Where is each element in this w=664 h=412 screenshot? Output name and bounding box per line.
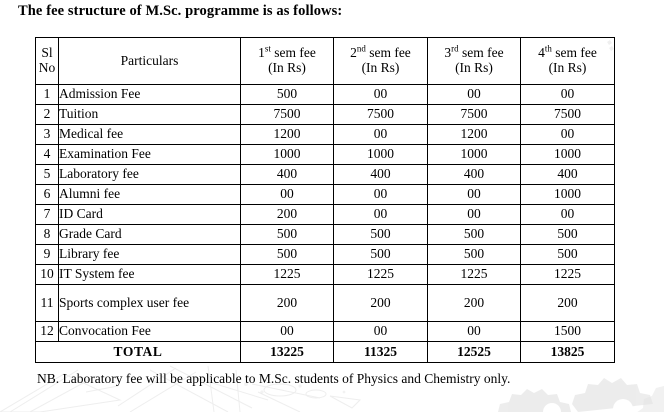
total-sem2-cell: 11325 xyxy=(334,342,428,363)
row-sem3-amount: 200 xyxy=(428,285,521,322)
row-serial-number: 6 xyxy=(36,185,59,205)
ordinal-suffix: rd xyxy=(451,43,459,54)
row-particulars: Examination Fee xyxy=(59,145,241,165)
table-body xyxy=(36,85,615,342)
row-sem1-amount: 1200 xyxy=(241,125,334,145)
row-sem3-amount: 00 xyxy=(428,322,521,342)
row-sem1-amount: 500 xyxy=(241,245,334,265)
column-header-sem2-unit: (In Rs) xyxy=(361,60,400,75)
row-sem3-amount: 00 xyxy=(428,185,521,205)
row-sem4-amount: 1000 xyxy=(521,185,615,205)
row-sem1-amount: 500 xyxy=(241,85,334,105)
row-sem1-amount: 1225 xyxy=(241,265,334,285)
row-particulars: Medical fee xyxy=(59,125,241,145)
row-sem1-amount: 500 xyxy=(241,225,334,245)
row-serial-number: 4 xyxy=(36,145,59,165)
row-serial-number: 9 xyxy=(36,245,59,265)
row-particulars: Laboratory fee xyxy=(59,165,241,185)
column-header-sem1 xyxy=(241,38,334,85)
column-header-sl-no-line1: Sl xyxy=(41,45,53,61)
row-sem4-amount: 200 xyxy=(521,285,615,322)
table-row xyxy=(36,322,615,342)
row-particulars: Grade Card xyxy=(59,225,241,245)
table-header-row xyxy=(36,38,615,85)
row-sem4-amount: 1500 xyxy=(521,322,615,342)
row-serial-number: 2 xyxy=(36,105,59,125)
row-sem4-amount: 7500 xyxy=(521,105,615,125)
row-particulars: ID Card xyxy=(59,205,241,225)
row-serial-number: 7 xyxy=(36,205,59,225)
total-sem4-cell: 13825 xyxy=(521,342,615,363)
fee-structure-table xyxy=(35,37,615,363)
row-sem2-amount: 1000 xyxy=(334,145,428,165)
row-sem2-amount: 00 xyxy=(334,322,428,342)
row-sem1-amount: 00 xyxy=(241,322,334,342)
row-sem3-amount: 500 xyxy=(428,225,521,245)
column-header-sem2-title: 2nd sem fee xyxy=(350,43,411,61)
table-row xyxy=(36,85,615,105)
column-header-sem1-unit: (In Rs) xyxy=(268,60,306,75)
column-header-sem4 xyxy=(521,38,615,85)
row-sem4-amount: 1000 xyxy=(521,145,615,165)
row-sem1-amount: 7500 xyxy=(241,105,334,125)
row-sem2-amount: 400 xyxy=(334,165,428,185)
row-sem4-amount: 400 xyxy=(521,165,615,185)
total-row xyxy=(36,342,615,363)
row-particulars: Convocation Fee xyxy=(59,322,241,342)
column-header-particulars xyxy=(59,38,241,85)
row-particulars: Library fee xyxy=(59,245,241,265)
column-header-particulars-label: Particulars xyxy=(120,52,179,68)
row-sem3-amount: 1200 xyxy=(428,125,521,145)
column-header-sem3-unit: (In Rs) xyxy=(455,60,493,75)
table-header xyxy=(36,38,615,85)
row-sem1-amount: 400 xyxy=(241,165,334,185)
row-sem3-amount: 400 xyxy=(428,165,521,185)
table-row xyxy=(36,205,615,225)
row-serial-number: 11 xyxy=(36,285,59,322)
row-sem1-amount: 00 xyxy=(241,185,334,205)
footnote-note: NB. Laboratory fee will be applicable to M.Sc. students of Physics and Chemistry only. xyxy=(37,371,511,386)
column-header-sl-no-line2: No xyxy=(38,60,56,75)
row-sem3-amount: 1225 xyxy=(428,265,521,285)
ordinal-suffix: nd xyxy=(356,43,366,54)
table-row xyxy=(36,165,615,185)
row-serial-number: 12 xyxy=(36,322,59,342)
row-sem3-amount: 7500 xyxy=(428,105,521,125)
total-label-cell: TOTAL xyxy=(36,342,241,363)
row-particulars: IT System fee xyxy=(59,265,241,285)
table-row xyxy=(36,105,615,125)
row-particulars: Tuition xyxy=(59,105,241,125)
column-header-sem4-unit: (In Rs) xyxy=(548,60,587,75)
table-row xyxy=(36,245,615,265)
table-row xyxy=(36,225,615,245)
row-particulars: Alumni fee xyxy=(59,185,241,205)
row-sem3-amount: 1000 xyxy=(428,145,521,165)
row-sem3-amount: 00 xyxy=(428,205,521,225)
column-header-sem3-title: 3rd sem fee xyxy=(444,43,504,61)
row-sem2-amount: 500 xyxy=(334,245,428,265)
row-sem2-amount: 500 xyxy=(334,225,428,245)
row-sem1-amount: 200 xyxy=(241,205,334,225)
page-title: The fee structure of M.Sc. programme is as follows: xyxy=(18,3,343,19)
gear-watermark-right-upper xyxy=(636,386,664,412)
column-header-sem1-title: 1st sem fee xyxy=(258,43,316,61)
total-sem1-cell: 13225 xyxy=(241,342,334,363)
row-sem3-amount: 500 xyxy=(428,245,521,265)
row-serial-number: 5 xyxy=(36,165,59,185)
row-particulars: Sports complex user fee xyxy=(59,285,241,322)
row-sem4-amount: 500 xyxy=(521,245,615,265)
table-footer xyxy=(36,342,615,363)
row-sem1-amount: 1000 xyxy=(241,145,334,165)
row-serial-number: 3 xyxy=(36,125,59,145)
row-sem4-amount: 500 xyxy=(521,225,615,245)
row-sem2-amount: 00 xyxy=(334,85,428,105)
row-serial-number: 1 xyxy=(36,85,59,105)
ordinal-suffix: th xyxy=(544,43,552,54)
table-row xyxy=(36,265,615,285)
row-sem4-amount: 00 xyxy=(521,85,615,105)
row-serial-number: 10 xyxy=(36,265,59,285)
ordinal-suffix: st xyxy=(264,43,271,54)
fee-structure-table-container xyxy=(35,37,614,363)
column-header-sem3 xyxy=(428,38,521,85)
row-sem2-amount: 00 xyxy=(334,125,428,145)
row-sem4-amount: 00 xyxy=(521,205,615,225)
row-sem2-amount: 00 xyxy=(334,205,428,225)
table-row xyxy=(36,125,615,145)
row-sem4-amount: 00 xyxy=(521,125,615,145)
table-row xyxy=(36,145,615,165)
row-sem4-amount: 1225 xyxy=(521,265,615,285)
row-sem2-amount: 00 xyxy=(334,185,428,205)
table-row xyxy=(36,185,615,205)
table-row xyxy=(36,285,615,322)
column-header-sem4-title: 4th sem fee xyxy=(538,43,597,61)
row-particulars: Admission Fee xyxy=(59,85,241,105)
total-sem3-cell: 12525 xyxy=(428,342,521,363)
row-sem3-amount: 00 xyxy=(428,85,521,105)
row-sem2-amount: 1225 xyxy=(334,265,428,285)
column-header-sl-no xyxy=(36,38,59,85)
row-sem2-amount: 7500 xyxy=(334,105,428,125)
row-sem2-amount: 200 xyxy=(334,285,428,322)
row-sem1-amount: 200 xyxy=(241,285,334,322)
column-header-sem2 xyxy=(334,38,428,85)
gear-watermark-right xyxy=(498,378,653,412)
row-serial-number: 8 xyxy=(36,225,59,245)
